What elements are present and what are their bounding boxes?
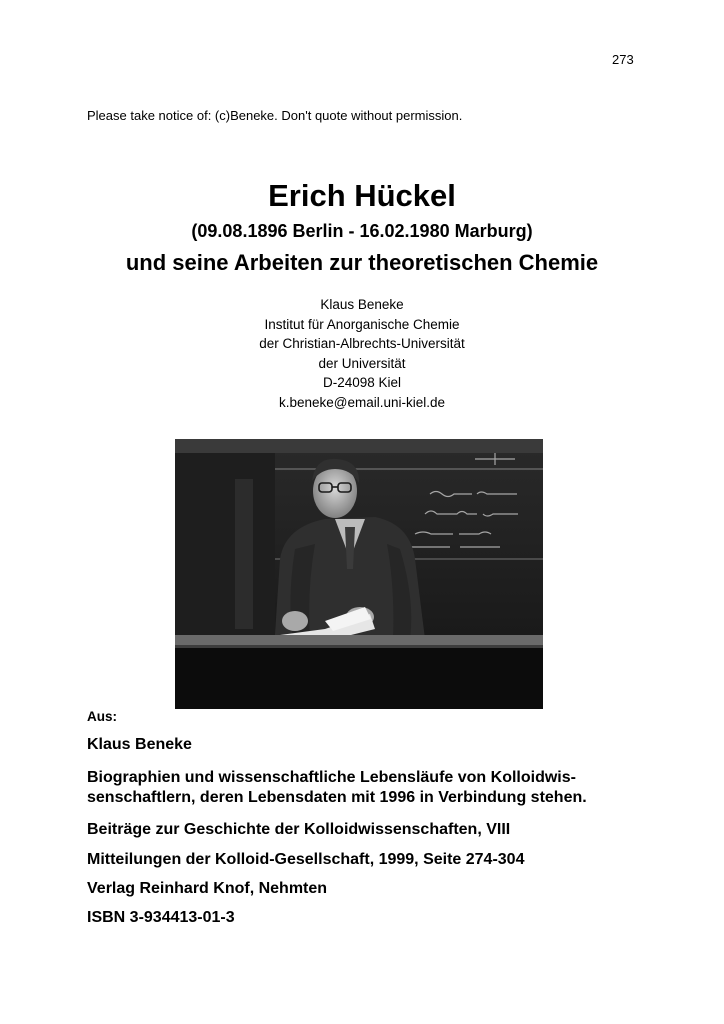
portrait-photo-image <box>175 439 543 709</box>
institute-name: Institut für Anorganische Chemie <box>264 316 460 332</box>
source-journal: Mitteilungen der Kolloid-Gesellschaft, 1999, Seite 274-304 <box>87 851 525 868</box>
university-line: der Universität <box>318 355 406 371</box>
page-number: 273 <box>612 52 634 67</box>
city-line: D-24098 Kiel <box>322 375 402 390</box>
source-label: Aus: <box>87 709 117 724</box>
source-book-line-2: senschaftlern, deren Lebensdaten mit 1996 in Verbindung stehen. <box>87 789 587 806</box>
author-name: Klaus Beneke <box>320 297 404 312</box>
life-dates: (09.08.1896 Berlin - 16.02.1980 Marburg) <box>191 221 533 241</box>
copyright-notice: Please take notice of: (c)Beneke. Don't quote without permission. <box>87 108 463 123</box>
source-book-title <box>87 768 637 808</box>
page-subtitle: und seine Arbeiten zur theoretischen Chemie <box>125 250 599 275</box>
author-affiliation <box>0 295 724 412</box>
source-author: Klaus Beneke <box>87 736 192 753</box>
page-title: Erich Hückel <box>268 178 456 213</box>
email-address: k.beneke@email.uni-kiel.de <box>278 394 446 410</box>
source-isbn: ISBN 3-934413-01-3 <box>87 909 235 926</box>
source-series: Beiträge zur Geschichte der Kolloidwissenschaften, VIII <box>87 821 511 838</box>
source-book-line-1: Biographien und wissenschaftliche Lebensläufe von Kolloidwis- <box>87 769 576 786</box>
portrait-photo <box>175 439 543 709</box>
source-publisher: Verlag Reinhard Knof, Nehmten <box>87 880 328 897</box>
university-name: der Christian-Albrechts-Universität <box>259 336 465 351</box>
